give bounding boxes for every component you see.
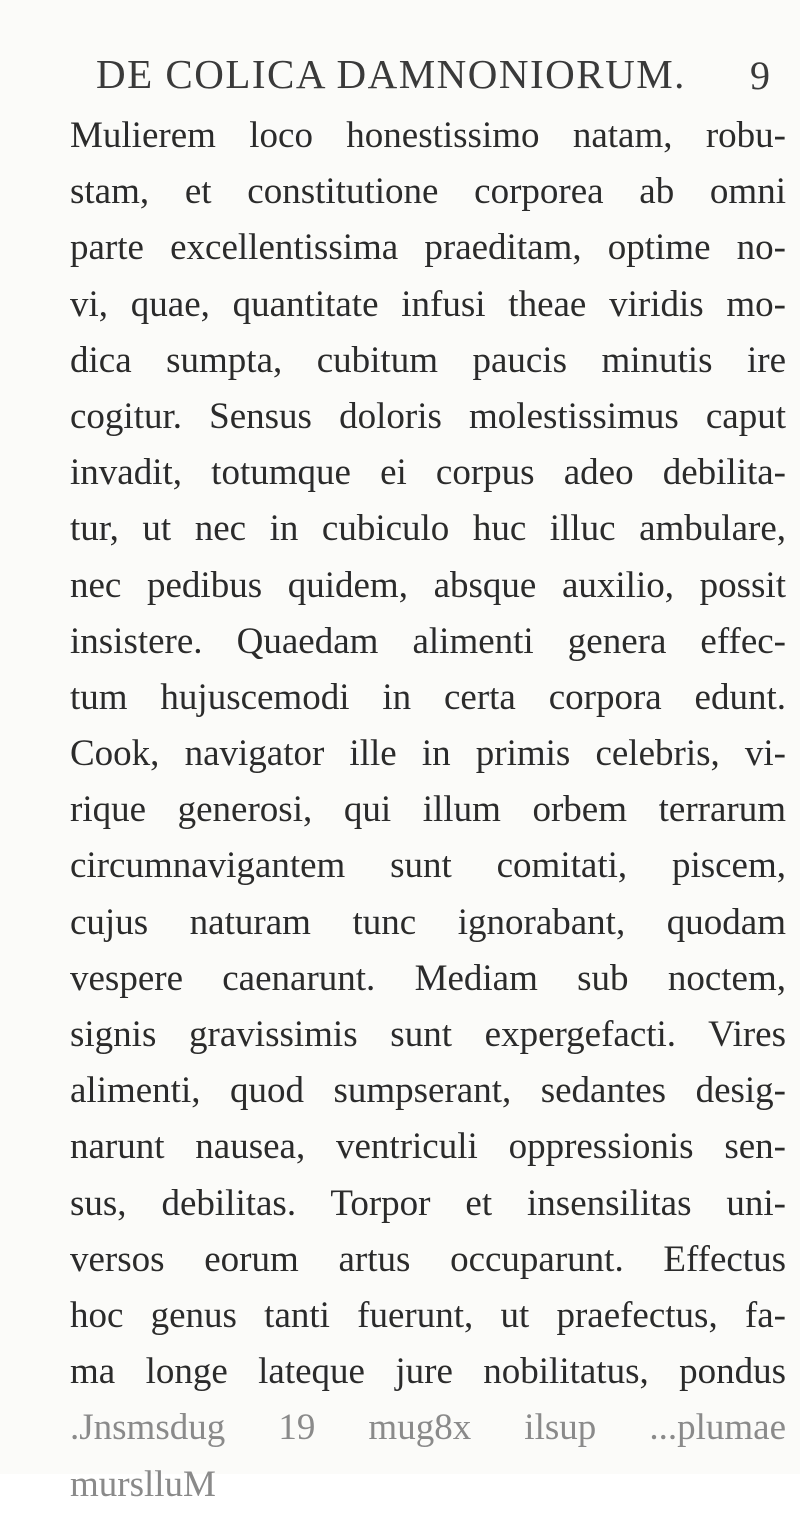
text-line: invadit, totumque ei corpus adeo debilita- (70, 452, 786, 494)
text-line: signis gravissimis sunt expergefacti. Vires (70, 1014, 786, 1055)
text-line: stam, et constitutione corporea ab omni (70, 171, 786, 213)
running-title: DE COLICA DAMNONIORUM. (96, 51, 686, 97)
text-line: tur, ut nec in cubiculo huc illuc ambulare, (70, 508, 786, 550)
text-line: Cook, navigator ille in primis celebris, vi- (70, 733, 786, 775)
text-line: hoc genus tanti fuerunt, ut praefectus, fa- (70, 1294, 786, 1336)
text-line: ma longe lateque jure nobilitatus, pondus (70, 1351, 786, 1393)
text-line: parte excellentissima praeditam, optime no- (70, 227, 786, 269)
text-line: nec pedibus quidem, absque auxilio, possit (70, 564, 786, 606)
text-line: narunt nausea, ventriculi oppressionis sen- (70, 1126, 786, 1168)
bleed-through-line: murslluM (70, 1463, 216, 1505)
text-line: Mulierem loco honestissimo natam, robu- (70, 115, 786, 156)
bleed-through-line: .Jnsmsdug 19 mug8x ilsup ...plumae (70, 1407, 786, 1449)
text-line: insistere. Quaedam alimenti genera effec- (70, 620, 786, 662)
text-line: circumnavigantem sunt comitati, piscem, (70, 845, 786, 887)
body-text (70, 108, 790, 1513)
text-line: vespere caenarunt. Mediam sub noctem, (70, 957, 786, 999)
text-line: versos eorum artus occuparunt. Effectus (70, 1238, 786, 1280)
text-line: vi, quae, quantitate infusi theae viridis mo- (70, 283, 786, 325)
text-line: cujus naturam tunc ignorabant, quodam (70, 901, 786, 943)
text-line: rique generosi, qui illum orbem terrarum (70, 789, 786, 831)
text-line: dica sumpta, cubitum paucis minutis ire (70, 339, 786, 381)
text-line: sus, debilitas. Torpor et insensilitas uni- (70, 1182, 786, 1224)
text-line: alimenti, quod sumpserant, sedantes desig- (70, 1070, 786, 1112)
text-line: cogitur. Sensus doloris molestissimus caput (70, 395, 786, 437)
running-head (0, 40, 800, 100)
page-number: 9 (750, 53, 770, 98)
text-line: tum hujuscemodi in certa corpora edunt. (70, 676, 786, 718)
